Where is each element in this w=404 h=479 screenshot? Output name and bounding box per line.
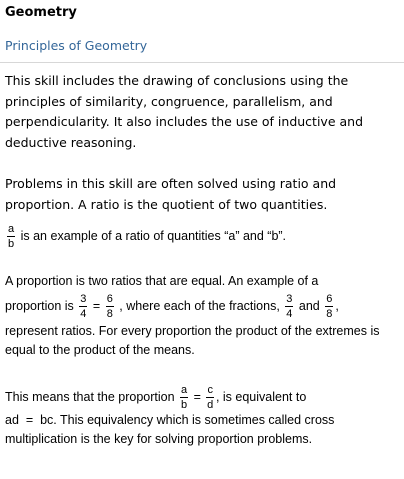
cross-example-line: This means that the proportion $\frac{a}{b}$ = $\frac{c}{d}$ , is equivalent to (5, 384, 307, 412)
fraction-a-over-b-2: $\frac{a}{b}$ (181, 384, 188, 412)
fraction-a-over-b: $\frac{a}{b}$ (8, 223, 15, 250)
fraction-6-over-8: $\frac{6}{8}$ (106, 293, 113, 321)
ratio-example-text: is an example of a ratio of quantities “a” and “b”. (20, 228, 287, 243)
proportion-paragraph (5, 272, 399, 360)
ratio-paragraph: Problems in this skill are often solved using ratio and proportion. A ratio is the quotient of two quantities. (5, 176, 337, 212)
proportion-tail: represent ratios. For every proportion the product of the extremes is equal to the product of the means. (5, 324, 380, 358)
fraction-3-over-4: $\frac{3}{4}$ (80, 293, 87, 321)
cross-tail: ad = bc. This equivalency which is sometimes called cross multiplication is the key for solving proportion problems. (5, 413, 338, 447)
proportion-line1: A proportion is two ratios that are equal. An example of a (5, 274, 319, 288)
ratio-example-line (5, 223, 399, 250)
divider (0, 62, 404, 63)
fraction-6-over-8-ref: $\frac{6}{8}$ (326, 293, 333, 321)
fraction-3-over-4-ref: $\frac{3}{4}$ (286, 293, 293, 321)
intro-paragraph: This skill includes the drawing of conclusions using the principles of similarity, congruence, parallelism, and perpendicularity. It also includes the use of inductive and deductive reasoning. (5, 73, 364, 150)
cross-multiplication-paragraph (5, 384, 399, 449)
section-subtitle: Principles of Geometry (5, 38, 148, 53)
proportion-example-line: proportion is $\frac{3}{4}$ = $\frac{6}{8}$ , where each of the fractions, $\frac{3}{4}$ and $\frac{6}{8}$ , (5, 293, 339, 321)
page-title: Geometry (5, 5, 77, 20)
fraction-c-over-d: $\frac{c}{d}$ (207, 384, 214, 412)
